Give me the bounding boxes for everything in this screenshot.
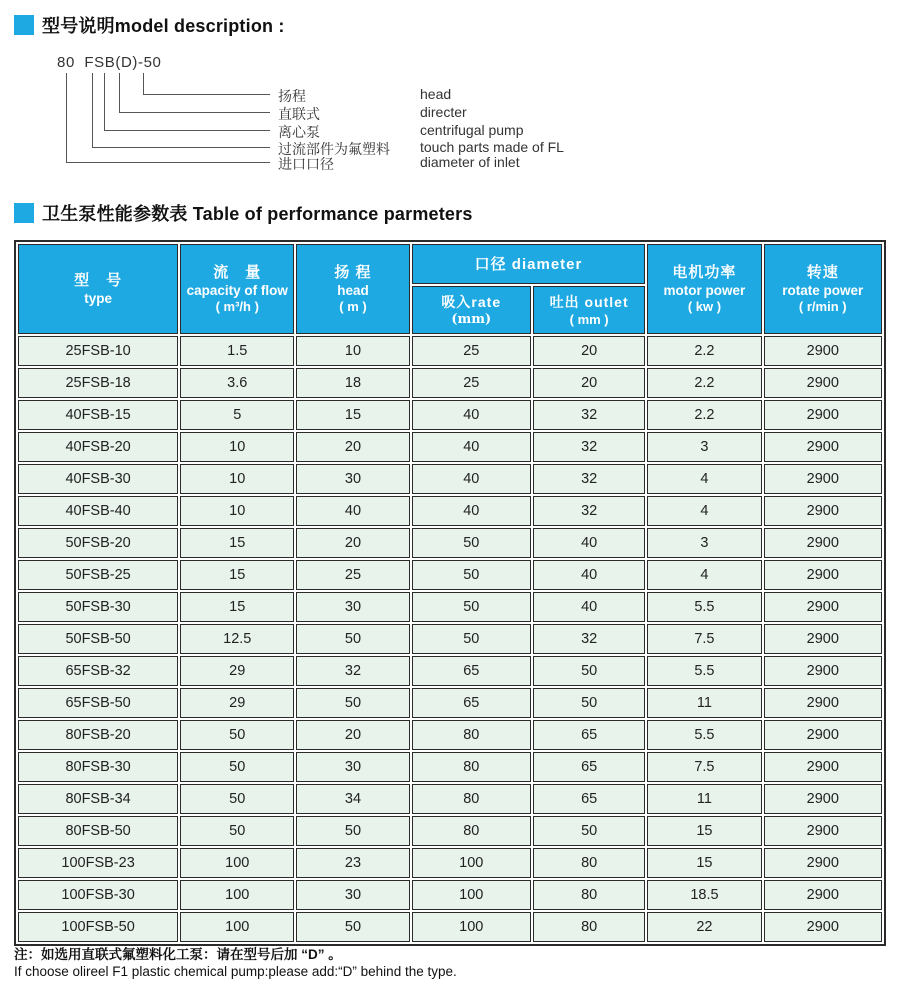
col-header-head-zh: 扬 程 xyxy=(334,264,372,281)
table-row xyxy=(18,720,882,750)
col-header-suction xyxy=(412,286,531,334)
col-header-type-en: type xyxy=(84,291,112,306)
table-cell: 2900 xyxy=(764,496,882,526)
table-cell: 40FSB-40 xyxy=(18,496,178,526)
table-cell: 32 xyxy=(533,400,645,430)
table-cell: 50 xyxy=(180,816,294,846)
diagram-label-en-directer: directer xyxy=(420,104,467,120)
table-cell: 65FSB-50 xyxy=(18,688,178,718)
model-description-heading xyxy=(14,12,285,38)
table-cell: 2.2 xyxy=(647,368,761,398)
diagram-label-en-head: head xyxy=(420,86,452,102)
table-cell: 40 xyxy=(412,496,531,526)
col-header-head-en: head xyxy=(337,283,369,298)
table-cell: 2.2 xyxy=(647,400,761,430)
table-cell: 2900 xyxy=(764,720,882,750)
table-cell: 2900 xyxy=(764,816,882,846)
table-cell: 40 xyxy=(296,496,409,526)
table-cell: 20 xyxy=(296,528,409,558)
table-cell: 80 xyxy=(412,784,531,814)
table-cell: 2900 xyxy=(764,528,882,558)
table-row xyxy=(18,592,882,622)
diagram-label-zh-material: 过流部件为氟塑料 xyxy=(278,141,390,157)
table-cell: 40 xyxy=(412,464,531,494)
table-cell: 80 xyxy=(533,912,645,942)
performance-table-wrap xyxy=(14,240,886,946)
footnotes xyxy=(14,946,457,980)
table-cell: 15 xyxy=(180,592,294,622)
table-cell: 65FSB-32 xyxy=(18,656,178,686)
table-cell: 4 xyxy=(647,560,761,590)
table-cell: 10 xyxy=(180,496,294,526)
diagram-label-zh-directer: 直联式 xyxy=(278,106,320,122)
note-en: If choose olireel F1 plastic chemical pump:please add:“D” behind the type. xyxy=(14,964,457,979)
col-header-flow xyxy=(180,244,294,334)
table-cell: 50FSB-20 xyxy=(18,528,178,558)
table-cell: 50 xyxy=(180,752,294,782)
table-body xyxy=(18,336,882,942)
col-header-speed xyxy=(764,244,882,334)
table-cell: 2900 xyxy=(764,688,882,718)
table-cell: 18.5 xyxy=(647,880,761,910)
table-cell: 25 xyxy=(412,368,531,398)
table-cell: 34 xyxy=(296,784,409,814)
table-cell: 20 xyxy=(296,720,409,750)
col-header-speed-zh: 转速 xyxy=(806,264,839,281)
table-row xyxy=(18,336,882,366)
note-zh: 注：如选用直联式氟塑料化工泵：请在型号后加 “D” 。 xyxy=(14,947,342,962)
table-cell: 30 xyxy=(296,592,409,622)
section2-title: 卫生泵性能参数表 Table of performance parmeters xyxy=(42,204,473,224)
table-cell: 30 xyxy=(296,752,409,782)
table-cell: 65 xyxy=(533,784,645,814)
model-code-diagram xyxy=(0,50,900,200)
table-cell: 2900 xyxy=(764,656,882,686)
cyan-square-bullet-icon xyxy=(14,203,34,223)
table-cell: 32 xyxy=(533,624,645,654)
table-cell: 23 xyxy=(296,848,409,878)
table-cell: 32 xyxy=(296,656,409,686)
table-cell: 10 xyxy=(180,432,294,462)
table-cell: 5.5 xyxy=(647,656,761,686)
performance-table xyxy=(14,240,886,946)
table-cell: 50 xyxy=(533,656,645,686)
table-cell: 10 xyxy=(180,464,294,494)
col-header-suction-unit: (mm) xyxy=(451,311,492,327)
table-cell: 2900 xyxy=(764,912,882,942)
col-header-type-zh: 型 号 xyxy=(74,272,123,289)
table-cell: 3.6 xyxy=(180,368,294,398)
table-row xyxy=(18,816,882,846)
table-cell: 20 xyxy=(533,368,645,398)
table-cell: 11 xyxy=(647,688,761,718)
table-cell: 80 xyxy=(533,848,645,878)
table-cell: 50 xyxy=(296,624,409,654)
model-code: 80 FSB(D)-50 xyxy=(57,54,162,71)
table-cell: 65 xyxy=(533,752,645,782)
table-cell: 2.2 xyxy=(647,336,761,366)
table-row xyxy=(18,624,882,654)
table-cell: 25 xyxy=(412,336,531,366)
table-cell: 4 xyxy=(647,464,761,494)
table-cell: 29 xyxy=(180,656,294,686)
table-cell: 15 xyxy=(296,400,409,430)
table-cell: 40 xyxy=(533,560,645,590)
table-row xyxy=(18,752,882,782)
connector-line-inlet xyxy=(66,73,270,163)
col-header-flow-unit: ( m³/h ) xyxy=(215,299,259,314)
table-cell: 50 xyxy=(180,720,294,750)
table-row xyxy=(18,464,882,494)
table-cell: 50 xyxy=(412,592,531,622)
table-cell: 40FSB-15 xyxy=(18,400,178,430)
diagram-label-en-centrifugal: centrifugal pump xyxy=(420,122,524,138)
table-cell: 80 xyxy=(412,720,531,750)
table-cell: 80FSB-50 xyxy=(18,816,178,846)
table-cell: 2900 xyxy=(764,880,882,910)
table-cell: 50 xyxy=(412,528,531,558)
table-row xyxy=(18,848,882,878)
table-row xyxy=(18,368,882,398)
col-header-type xyxy=(18,244,178,334)
col-header-diameter-label: 口径 diameter xyxy=(474,255,583,273)
table-cell: 100 xyxy=(180,880,294,910)
col-header-outlet-zh: 吐出 outlet xyxy=(549,293,629,310)
table-row xyxy=(18,656,882,686)
table-cell: 7.5 xyxy=(647,624,761,654)
table-cell: 40 xyxy=(412,400,531,430)
cyan-square-bullet-icon xyxy=(14,15,34,35)
table-cell: 50 xyxy=(533,688,645,718)
table-cell: 50 xyxy=(533,816,645,846)
table-cell: 65 xyxy=(412,656,531,686)
table-cell: 100FSB-23 xyxy=(18,848,178,878)
col-header-flow-en: capacity of flow xyxy=(186,283,288,298)
table-cell: 100 xyxy=(412,912,531,942)
table-cell: 30 xyxy=(296,880,409,910)
diagram-label-zh-inlet: 进口口径 xyxy=(278,156,334,172)
table-cell: 100FSB-50 xyxy=(18,912,178,942)
col-header-speed-unit: ( r/min ) xyxy=(798,299,847,314)
col-header-motor-en: motor power xyxy=(663,283,746,298)
col-header-speed-en: rotate power xyxy=(782,283,864,298)
table-cell: 80 xyxy=(412,816,531,846)
table-row xyxy=(18,688,882,718)
table-cell: 40FSB-20 xyxy=(18,432,178,462)
table-cell: 18 xyxy=(296,368,409,398)
table-cell: 100 xyxy=(180,912,294,942)
col-header-diameter-group xyxy=(412,244,646,284)
table-cell: 2900 xyxy=(764,848,882,878)
table-cell: 15 xyxy=(180,528,294,558)
table-cell: 80FSB-30 xyxy=(18,752,178,782)
table-row xyxy=(18,400,882,430)
table-cell: 40 xyxy=(412,432,531,462)
table-cell: 22 xyxy=(647,912,761,942)
table-cell: 30 xyxy=(296,464,409,494)
table-cell: 65 xyxy=(533,720,645,750)
table-cell: 40FSB-30 xyxy=(18,464,178,494)
table-cell: 7.5 xyxy=(647,752,761,782)
table-cell: 80FSB-34 xyxy=(18,784,178,814)
table-cell: 2900 xyxy=(764,336,882,366)
table-cell: 100FSB-30 xyxy=(18,880,178,910)
table-cell: 10 xyxy=(296,336,409,366)
table-cell: 2900 xyxy=(764,752,882,782)
table-cell: 100 xyxy=(412,848,531,878)
col-header-motor-unit: ( kw ) xyxy=(687,299,722,314)
performance-table-heading xyxy=(14,200,473,226)
table-cell: 15 xyxy=(180,560,294,590)
table-cell: 5.5 xyxy=(647,720,761,750)
table-cell: 25FSB-10 xyxy=(18,336,178,366)
table-cell: 80 xyxy=(533,880,645,910)
table-cell: 32 xyxy=(533,496,645,526)
diagram-label-en-material: touch parts made of FL xyxy=(420,139,564,155)
diagram-label-en-inlet: diameter of inlet xyxy=(420,154,520,170)
table-cell: 2900 xyxy=(764,784,882,814)
diagram-label-zh-head: 扬程 xyxy=(278,88,306,104)
table-cell: 80FSB-20 xyxy=(18,720,178,750)
table-cell: 20 xyxy=(296,432,409,462)
col-header-outlet-unit: ( mm ) xyxy=(569,311,609,327)
table-cell: 15 xyxy=(647,848,761,878)
table-row xyxy=(18,560,882,590)
table-cell: 50 xyxy=(296,816,409,846)
col-header-suction-zh: 吸入rate xyxy=(441,293,502,310)
table-cell: 50 xyxy=(296,688,409,718)
table-cell: 32 xyxy=(533,464,645,494)
table-cell: 2900 xyxy=(764,464,882,494)
table-cell: 50FSB-25 xyxy=(18,560,178,590)
table-cell: 15 xyxy=(647,816,761,846)
table-cell: 5.5 xyxy=(647,592,761,622)
table-cell: 100 xyxy=(180,848,294,878)
table-cell: 50FSB-30 xyxy=(18,592,178,622)
table-cell: 32 xyxy=(533,432,645,462)
table-cell: 50 xyxy=(296,912,409,942)
table-row xyxy=(18,528,882,558)
table-cell: 2900 xyxy=(764,432,882,462)
table-cell: 20 xyxy=(533,336,645,366)
table-cell: 3 xyxy=(647,528,761,558)
table-row xyxy=(18,432,882,462)
table-row xyxy=(18,496,882,526)
table-cell: 80 xyxy=(412,752,531,782)
table-cell: 2900 xyxy=(764,624,882,654)
table-cell: 100 xyxy=(412,880,531,910)
table-cell: 29 xyxy=(180,688,294,718)
table-cell: 65 xyxy=(412,688,531,718)
table-cell: 2900 xyxy=(764,560,882,590)
table-cell: 50 xyxy=(412,624,531,654)
table-cell: 3 xyxy=(647,432,761,462)
col-header-flow-zh: 流 量 xyxy=(213,264,262,281)
table-cell: 50FSB-50 xyxy=(18,624,178,654)
col-header-motor-zh: 电机功率 xyxy=(672,264,737,281)
table-cell: 2900 xyxy=(764,368,882,398)
table-cell: 5 xyxy=(180,400,294,430)
table-cell: 25FSB-18 xyxy=(18,368,178,398)
table-cell: 4 xyxy=(647,496,761,526)
diagram-label-zh-centrifugal: 离心泵 xyxy=(278,124,320,140)
col-header-motor xyxy=(647,244,761,334)
table-cell: 11 xyxy=(647,784,761,814)
table-cell: 50 xyxy=(180,784,294,814)
col-header-outlet xyxy=(533,286,645,334)
table-cell: 50 xyxy=(412,560,531,590)
table-row xyxy=(18,880,882,910)
table-cell: 2900 xyxy=(764,400,882,430)
section1-title: 型号说明model description : xyxy=(42,16,285,36)
col-header-head xyxy=(296,244,409,334)
table-row xyxy=(18,784,882,814)
table-cell: 40 xyxy=(533,528,645,558)
col-header-head-unit: ( m ) xyxy=(339,299,367,314)
table-cell: 2900 xyxy=(764,592,882,622)
table-cell: 40 xyxy=(533,592,645,622)
table-cell: 12.5 xyxy=(180,624,294,654)
table-row xyxy=(18,912,882,942)
table-cell: 25 xyxy=(296,560,409,590)
table-cell: 1.5 xyxy=(180,336,294,366)
